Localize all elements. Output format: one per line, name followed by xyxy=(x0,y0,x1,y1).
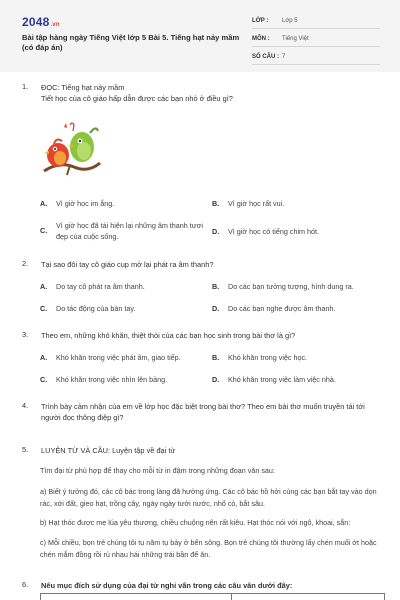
meta-key: SỐ CÂU : xyxy=(252,54,279,60)
option-letter: D. xyxy=(212,304,220,313)
question-5 xyxy=(22,445,382,456)
worksheet-header xyxy=(0,0,400,72)
question-text-bold: Nêu mục đích sử dụng của đại từ nghi vấn trong các câu văn dưới đây: xyxy=(41,581,293,590)
option-letter: B. xyxy=(212,353,220,362)
option-text: Vì giờ học đã tái hiện lại những âm thanh tươi đẹp của cuộc sống. xyxy=(56,221,203,241)
option-letter: C. xyxy=(40,226,48,235)
option-a[interactable] xyxy=(40,281,205,292)
birds-illustration xyxy=(40,117,102,179)
meta-value: 7 xyxy=(282,54,286,60)
option-text: Khó khăn trong việc nhìn lên bảng. xyxy=(56,375,168,384)
site-logo[interactable] xyxy=(22,15,60,29)
question-text: Trình bày cảm nhận của em về lớp học đặc biệt trong bài thơ? Theo em bài thơ muốn truyền tải tới người đọc thông điệp gì? xyxy=(41,402,365,422)
option-d[interactable] xyxy=(212,226,382,237)
question-number: 6. xyxy=(22,580,29,589)
paragraph-a: a) Biết ý tưởng đó, các cô bác trong làng đã hưởng ứng. Các cô bác hồ hởi cùng các bạn bắt tay vào dọn rác, xới đất, gieo hạt, trồng cây, ngày ngày tưới nước, nhổ cỏ, bắt sâu. xyxy=(40,487,377,508)
question-number: 5. xyxy=(22,445,29,454)
question-number: 1. xyxy=(22,82,29,91)
option-a[interactable] xyxy=(40,352,205,363)
option-a[interactable] xyxy=(40,198,200,209)
question-6 xyxy=(22,580,382,591)
option-c[interactable] xyxy=(40,220,205,242)
option-letter: A. xyxy=(40,199,48,208)
question-text xyxy=(41,580,382,591)
question-heading: ĐỌC: Tiếng hạt nảy mầm xyxy=(41,83,125,92)
meta-row-count xyxy=(252,50,380,65)
option-text: Khó khăn trong việc phát âm, giao tiếp. xyxy=(56,353,181,362)
paragraph-c: c) Mỗi chiều, bọn trẻ chúng tôi tụ năm tụ bảy ở bến sông. Bọn trẻ chúng tôi thường lấy chén muối ớt hoặc chén mắm đồng rồi rủ nhau hái những trái bần để ăn. xyxy=(40,538,377,559)
question-1 xyxy=(22,82,382,104)
logo-suffix: .vn xyxy=(50,22,60,28)
option-c[interactable] xyxy=(40,374,205,385)
question-4 xyxy=(22,401,382,423)
option-letter: C. xyxy=(40,375,48,384)
question-text: Tại sao đôi tay cô giáo cụp mở lại phát ra âm thanh? xyxy=(41,260,214,269)
option-text: Khó khăn trong việc học. xyxy=(228,353,308,362)
option-b[interactable] xyxy=(212,281,387,292)
paragraph-b: b) Hạt thóc được mẹ lúa yêu thương, chiều chuộng nên rất kiêu. Hạt thóc nói với ngô, khoai, sắn: xyxy=(40,518,351,527)
worksheet-meta xyxy=(252,14,380,68)
option-b[interactable] xyxy=(212,352,387,363)
option-text: Do các bạn nghe được âm thanh. xyxy=(228,304,336,313)
option-letter: A. xyxy=(40,282,48,291)
option-letter: B. xyxy=(212,282,220,291)
question-text: Tiết học của cô giáo hấp dẫn được các bạn nhỏ ở điều gì? xyxy=(41,94,233,103)
option-text: Do các bạn tưởng tượng, hình dung ra. xyxy=(228,282,354,291)
option-c[interactable] xyxy=(40,303,205,314)
question-heading: LUYỆN TỪ VÀ CÂU: Luyện tập về đại từ xyxy=(41,446,176,455)
question-number: 4. xyxy=(22,401,29,410)
question-number: 3. xyxy=(22,330,29,339)
option-b[interactable] xyxy=(212,198,382,209)
option-letter: A. xyxy=(40,353,48,362)
option-text: Do tác động của bàn tay. xyxy=(56,304,136,313)
option-letter: D. xyxy=(212,375,220,384)
question-number: 2. xyxy=(22,259,29,268)
table-divider xyxy=(231,594,232,600)
meta-key: MÔN : xyxy=(252,36,270,42)
question-2 xyxy=(22,259,382,270)
logo-text: 2048 xyxy=(22,15,50,29)
option-text: Khó khăn trong việc làm việc nhà. xyxy=(228,375,336,384)
option-letter: D. xyxy=(212,227,220,236)
meta-row-subject xyxy=(252,32,380,47)
meta-value: Lớp 5 xyxy=(282,18,298,24)
option-text: Vì giờ học có tiếng chim hót. xyxy=(228,227,320,236)
answer-table xyxy=(40,593,385,600)
meta-value: Tiếng Việt xyxy=(282,36,309,42)
meta-row-grade xyxy=(252,14,380,29)
question-text: Theo em, những khó khăn, thiệt thòi của các bạn học sinh trong bài thơ là gì? xyxy=(41,331,296,340)
option-letter: C. xyxy=(40,304,48,313)
option-text: Vì giờ học rất vui. xyxy=(228,199,285,208)
page-title: Bài tập hàng ngày Tiếng Việt lớp 5 Bài 5. Tiếng hạt nảy mầm (có đáp án) xyxy=(22,33,240,52)
question-3 xyxy=(22,330,382,341)
option-text: Do tay cô phát ra âm thanh. xyxy=(56,282,145,291)
option-letter: B. xyxy=(212,199,220,208)
option-d[interactable] xyxy=(212,374,387,385)
option-d[interactable] xyxy=(212,303,387,314)
question-5-instruction: Tìm đại từ phù hợp để thay cho mỗi từ in đậm trong những đoạn văn sau: xyxy=(40,466,275,475)
meta-key: LỚP : xyxy=(252,18,269,24)
option-text: Vì giờ học im ắng. xyxy=(56,199,115,208)
